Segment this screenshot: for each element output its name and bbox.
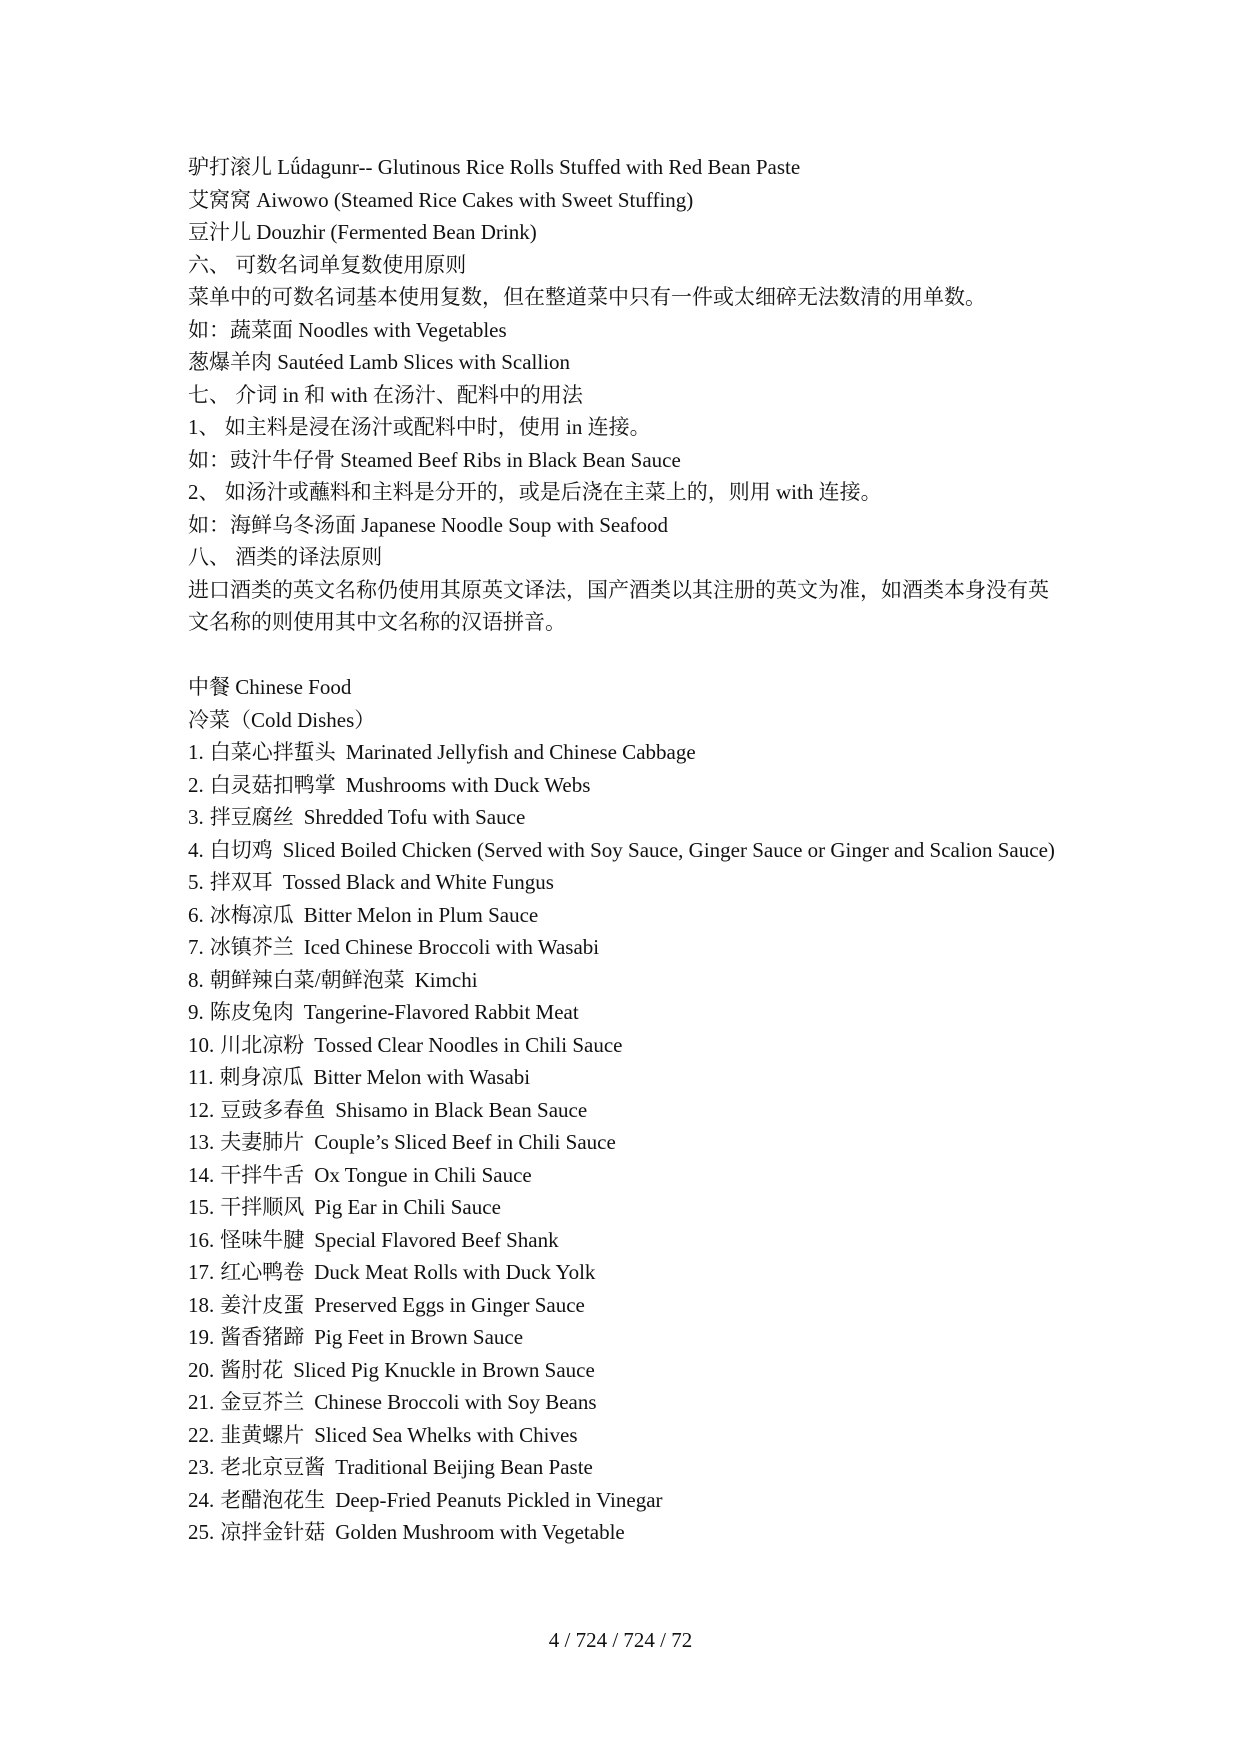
dish-item — [188, 736, 1058, 769]
dish-number: 23. — [188, 1455, 215, 1479]
dish-item — [188, 1289, 1058, 1322]
page-footer: 4 / 724 / 724 / 72 — [548, 1628, 693, 1652]
dish-chinese-name: 老北京豆酱 — [220, 1455, 326, 1479]
dish-chinese-name: 韭黄螺片 — [220, 1422, 305, 1447]
dish-english-name: Tossed Clear Noodles in Chili Sauce — [314, 1032, 623, 1057]
dish-number: 13. — [188, 1130, 215, 1154]
subsection-title: 冷菜（Cold Dishes） — [188, 707, 376, 732]
dish-chinese-name: 酱肘花 — [220, 1357, 284, 1382]
dish-number: 16. — [188, 1227, 215, 1252]
dish-english-name: Couple’s Sliced Beef in Chili Sauce — [314, 1130, 616, 1154]
dish-item — [188, 1516, 1058, 1549]
dish-item — [188, 1029, 1058, 1062]
dish-item — [188, 1126, 1058, 1159]
dish-chinese-name: 陈皮兔肉 — [209, 1000, 294, 1024]
dish-item — [188, 1159, 1058, 1192]
dish-chinese-name: 白切鸡 — [209, 837, 273, 862]
dish-english-name: Sliced Sea Whelks with Chives — [314, 1422, 578, 1447]
intro-line: 豆汁儿 Douzhir (Fermented Bean Drink) — [188, 220, 537, 244]
dish-english-name: Sliced Pig Knuckle in Brown Sauce — [293, 1357, 595, 1382]
dish-list — [188, 736, 1058, 1549]
rule-heading: 八、 酒类的译法原则 — [188, 545, 383, 569]
dish-chinese-name: 怪味牛腱 — [220, 1227, 305, 1252]
dish-chinese-name: 干拌顺风 — [220, 1195, 305, 1219]
dish-number: 1. — [188, 740, 204, 764]
dish-chinese-name: 刺身凉瓜 — [219, 1065, 304, 1089]
dish-english-name: Chinese Broccoli with Soy Beans — [314, 1390, 597, 1414]
dish-english-name: Sliced Boiled Chicken (Served with Soy Sauce, Ginger Sauce or Ginger and Scalion Sauce) — [282, 837, 1055, 862]
dish-number: 22. — [188, 1422, 215, 1447]
rule-heading: 七、 介词 in 和 with 在汤汁、配料中的用法 — [188, 382, 583, 407]
dish-number: 6. — [188, 902, 204, 927]
dish-chinese-name: 红心鸭卷 — [220, 1260, 305, 1284]
dish-item — [188, 1061, 1058, 1094]
dish-number: 5. — [188, 870, 204, 894]
intro-line: 1、 如主料是浸在汤汁或配料中时，使用 in 连接。 — [188, 415, 651, 439]
blank-line — [188, 639, 1058, 672]
dish-item — [188, 899, 1058, 932]
dish-item — [188, 1419, 1058, 1452]
intro-line: 如：豉汁牛仔骨 Steamed Beef Ribs in Black Bean Sauce — [188, 447, 681, 472]
dish-chinese-name: 金豆芥兰 — [220, 1390, 305, 1414]
dish-number: 14. — [188, 1162, 215, 1187]
dish-english-name: Special Flavored Beef Shank — [314, 1227, 559, 1252]
dish-number: 3. — [188, 805, 204, 829]
dish-english-name: Traditional Beijing Bean Paste — [335, 1455, 593, 1479]
dish-english-name: Golden Mushroom with Vegetable — [335, 1520, 625, 1544]
dish-number: 4. — [188, 837, 204, 862]
dish-item — [188, 834, 1058, 867]
dish-item — [188, 996, 1058, 1029]
dish-number: 9. — [188, 1000, 204, 1024]
dish-chinese-name: 白菜心拌蜇头 — [209, 740, 336, 764]
dish-item — [188, 866, 1058, 899]
dish-item — [188, 1451, 1058, 1484]
dish-number: 21. — [188, 1390, 215, 1414]
wine-paragraph: 进口酒类的英文名称仍使用其原英文译法，国产酒类以其注册的英文为准，如酒类本身没有英文名称的则使用其中文名称的汉语拼音。 — [188, 577, 1049, 634]
dish-item — [188, 1191, 1058, 1224]
dish-english-name: Tangerine-Flavored Rabbit Meat — [303, 1000, 579, 1024]
dish-chinese-name: 姜汁皮蛋 — [220, 1292, 305, 1317]
dish-number: 8. — [188, 967, 204, 992]
dish-chinese-name: 干拌牛舌 — [220, 1162, 305, 1187]
dish-chinese-name: 老醋泡花生 — [220, 1487, 326, 1512]
dish-number: 15. — [188, 1195, 215, 1219]
dish-chinese-name: 夫妻肺片 — [220, 1130, 305, 1154]
intro-line: 驴打滚儿 Lǘdagunr-- Glutinous Rice Rolls Stuffed with Red Bean Paste — [188, 155, 801, 179]
dish-item — [188, 931, 1058, 964]
dish-english-name: Bitter Melon with Wasabi — [313, 1065, 531, 1089]
dish-chinese-name: 白灵菇扣鸭掌 — [209, 772, 336, 797]
rule-heading: 六、 可数名词单复数使用原则 — [188, 252, 467, 277]
dish-chinese-name: 凉拌金针菇 — [220, 1520, 326, 1544]
dish-english-name: Deep-Fried Peanuts Pickled in Vinegar — [335, 1487, 663, 1512]
dish-item — [188, 964, 1058, 997]
intro-line: 葱爆羊肉 Sautéed Lamb Slices with Scallion — [188, 350, 571, 374]
dish-english-name: Tossed Black and White Fungus — [282, 870, 554, 894]
dish-item — [188, 1094, 1058, 1127]
dish-chinese-name: 川北凉粉 — [220, 1032, 305, 1057]
dish-number: 11. — [188, 1065, 214, 1089]
dish-english-name: Shisamo in Black Bean Sauce — [335, 1097, 588, 1122]
dish-chinese-name: 豆豉多春鱼 — [220, 1097, 326, 1122]
dish-chinese-name: 酱香猪蹄 — [220, 1325, 305, 1349]
dish-english-name: Duck Meat Rolls with Duck Yolk — [314, 1260, 596, 1284]
dish-number: 2. — [188, 772, 204, 797]
dish-item — [188, 769, 1058, 802]
dish-chinese-name: 朝鲜辣白菜/朝鲜泡菜 — [209, 967, 405, 992]
intro-line: 2、 如汤汁或蘸料和主料是分开的，或是后浇在主菜上的，则用 with 连接。 — [188, 480, 882, 504]
dish-item — [188, 1484, 1058, 1517]
dish-number: 24. — [188, 1487, 215, 1512]
dish-english-name: Iced Chinese Broccoli with Wasabi — [303, 935, 600, 959]
dish-item — [188, 1354, 1058, 1387]
dish-english-name: Ox Tongue in Chili Sauce — [314, 1162, 532, 1187]
dish-chinese-name: 冰梅凉瓜 — [209, 902, 294, 927]
intro-line: 菜单中的可数名词基本使用复数，但在整道菜中只有一件或太细碎无法数清的用单数。 — [188, 285, 986, 309]
intro-line: 如：蔬菜面 Noodles with Vegetables — [188, 317, 507, 342]
dish-chinese-name: 冰镇芥兰 — [209, 935, 294, 959]
dish-item — [188, 1224, 1058, 1257]
dish-english-name: Bitter Melon in Plum Sauce — [303, 902, 539, 927]
dish-item — [188, 1256, 1058, 1289]
dish-english-name: Pig Feet in Brown Sauce — [314, 1325, 524, 1349]
dish-item — [188, 1386, 1058, 1419]
dish-number: 25. — [188, 1520, 215, 1544]
dish-english-name: Kimchi — [414, 967, 478, 992]
intro-line: 艾窝窝 Aiwowo (Steamed Rice Cakes with Sweet Stuffing) — [188, 187, 694, 212]
dish-chinese-name: 拌豆腐丝 — [209, 805, 294, 829]
dish-chinese-name: 拌双耳 — [209, 870, 273, 894]
dish-number: 19. — [188, 1325, 215, 1349]
dish-number: 20. — [188, 1357, 215, 1382]
dish-number: 12. — [188, 1097, 215, 1122]
dish-number: 10. — [188, 1032, 215, 1057]
section-title: 中餐 Chinese Food — [188, 675, 352, 699]
dish-number: 7. — [188, 935, 204, 959]
dish-english-name: Pig Ear in Chili Sauce — [314, 1195, 501, 1219]
dish-item — [188, 801, 1058, 834]
dish-english-name: Mushrooms with Duck Webs — [345, 772, 591, 797]
page-content — [188, 151, 1058, 1549]
dish-english-name: Marinated Jellyfish and Chinese Cabbage — [345, 740, 696, 764]
dish-item — [188, 1321, 1058, 1354]
dish-english-name: Preserved Eggs in Ginger Sauce — [314, 1292, 585, 1317]
dish-english-name: Shredded Tofu with Sauce — [303, 805, 526, 829]
dish-number: 17. — [188, 1260, 215, 1284]
intro-line: 如：海鲜乌冬汤面 Japanese Noodle Soup with Seafood — [188, 512, 669, 537]
dish-number: 18. — [188, 1292, 215, 1317]
